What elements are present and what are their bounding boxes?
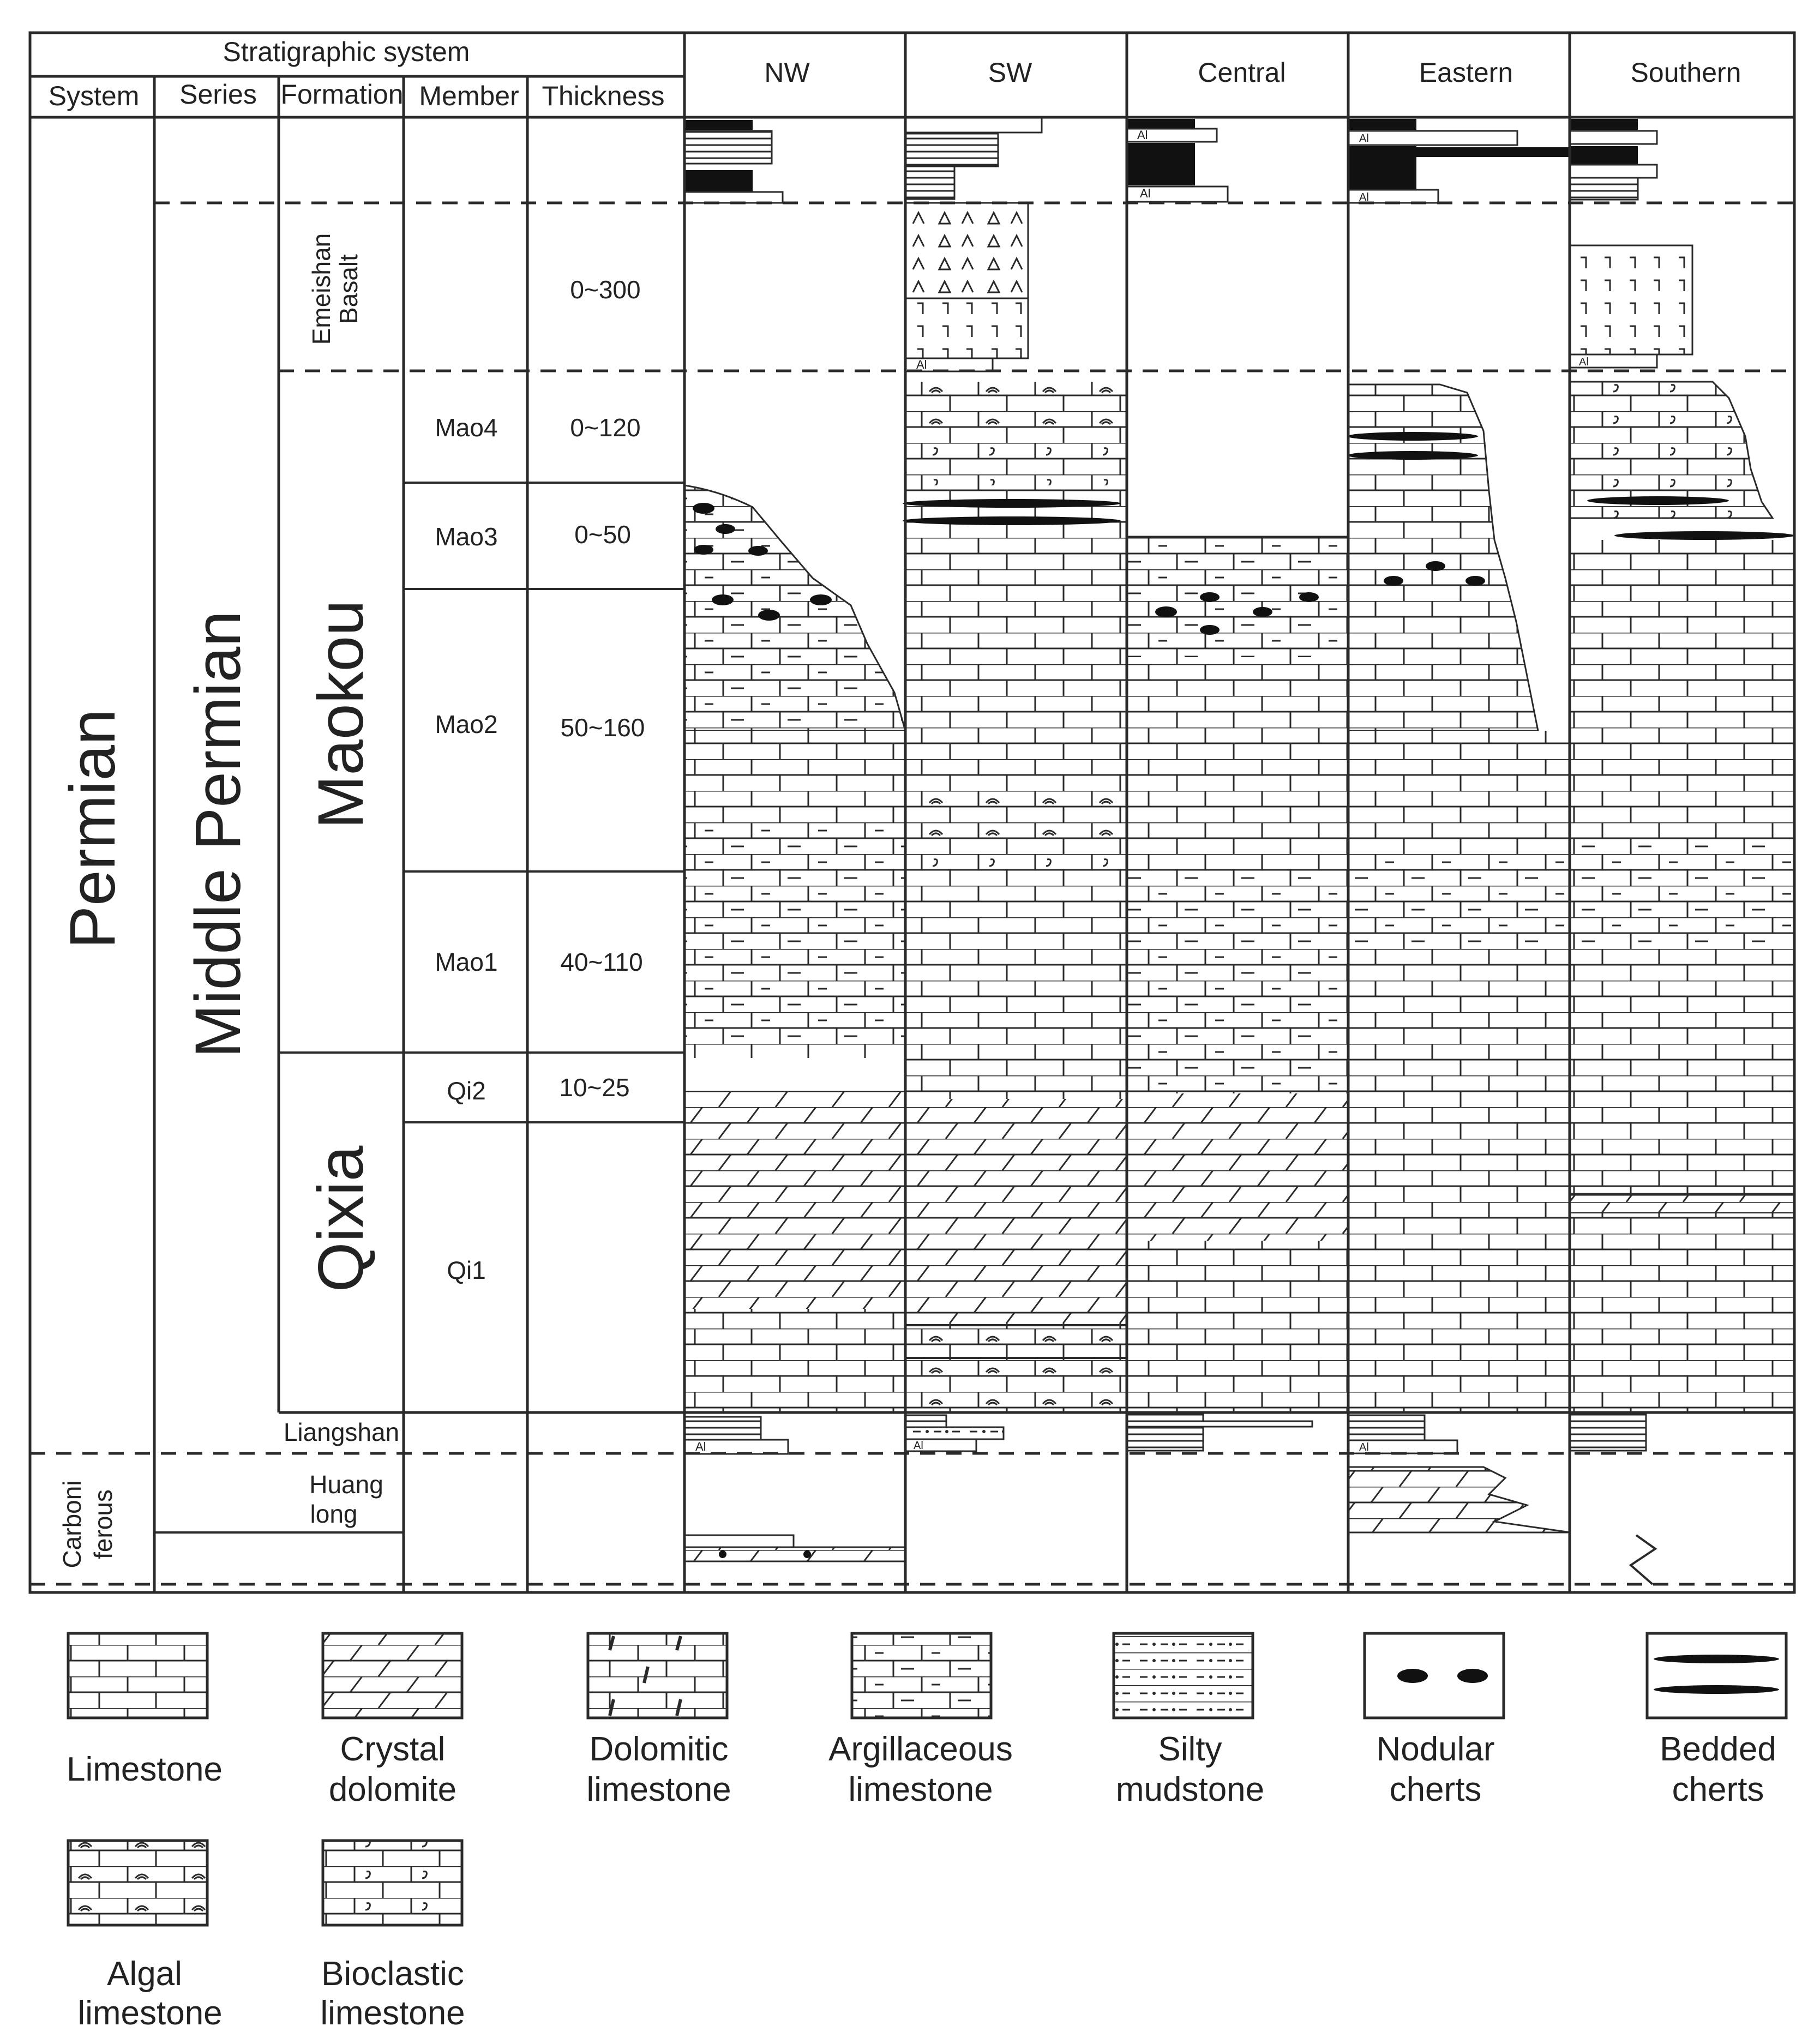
stratigraphy-labels bbox=[57, 233, 645, 1568]
header-member: Member bbox=[419, 81, 519, 111]
header-thickness: Thickness bbox=[542, 81, 665, 111]
al-label-eastern-base: Al bbox=[1359, 1441, 1369, 1453]
legend-argillaceous-limestone-line2: limestone bbox=[848, 1771, 993, 1808]
formation-emeishan-label-1: Emeishan bbox=[307, 233, 335, 345]
legend-item-silty-mudstone bbox=[1114, 1633, 1264, 1808]
member-qi2-label: Qi2 bbox=[447, 1077, 486, 1105]
column-eastern bbox=[1347, 119, 1571, 1532]
region-eastern-header: Eastern bbox=[1419, 57, 1513, 88]
legend-crystal-dolomite-line1: Crystal bbox=[340, 1730, 446, 1768]
region-nw-header: NW bbox=[764, 57, 810, 88]
thickness-mao1: 40~110 bbox=[560, 948, 643, 976]
legend-item-algal-limestone bbox=[68, 1841, 223, 2032]
legend-item-crystal-dolomite bbox=[323, 1633, 462, 1808]
formation-huanglong-label-2: long bbox=[310, 1500, 358, 1528]
al-label-central: Al bbox=[1140, 187, 1151, 200]
legend-silty-mudstone-line2: mudstone bbox=[1115, 1771, 1265, 1808]
al-label-nw: Al bbox=[695, 1440, 706, 1453]
legend-bioclastic-limestone-line2: limestone bbox=[320, 1994, 465, 2032]
system-permian-label: Permian bbox=[57, 709, 129, 949]
legend-algal-limestone-line1: Algal bbox=[107, 1955, 182, 1993]
region-central-header: Central bbox=[1198, 57, 1286, 88]
formation-emeishan-label-2: Basalt bbox=[334, 254, 363, 324]
legend bbox=[67, 1633, 1786, 2032]
legend-limestone-label: Limestone bbox=[66, 1751, 223, 1788]
lithology-columns bbox=[684, 117, 1794, 1584]
legend-item-limestone bbox=[67, 1633, 223, 1788]
system-carboniferous-label-2: ferous bbox=[89, 1489, 117, 1559]
legend-item-bedded-cherts bbox=[1647, 1633, 1786, 1808]
member-mao4-label: Mao4 bbox=[435, 413, 498, 442]
legend-dolomitic-limestone-line1: Dolomitic bbox=[589, 1730, 729, 1768]
legend-bioclastic-limestone-line1: Bioclastic bbox=[321, 1955, 464, 1993]
region-southern-header: Southern bbox=[1630, 57, 1741, 88]
legend-item-argillaceous-limestone bbox=[828, 1633, 1013, 1808]
al-label-sw: Al bbox=[914, 1440, 923, 1452]
al-label-central-top: Al bbox=[1137, 128, 1148, 142]
legend-dolomitic-limestone-line2: limestone bbox=[586, 1771, 731, 1808]
series-middle-permian-label: Middle Permian bbox=[182, 611, 254, 1058]
region-sw-header: SW bbox=[988, 57, 1032, 88]
legend-item-dolomitic-limestone bbox=[586, 1633, 731, 1808]
al-label-eastern: Al bbox=[1359, 191, 1369, 203]
legend-bedded-cherts-line2: cherts bbox=[1672, 1771, 1764, 1808]
al-label-sw-basalt: Al bbox=[916, 358, 927, 371]
member-mao2-label: Mao2 bbox=[435, 710, 498, 738]
legend-bedded-cherts-line1: Bedded bbox=[1660, 1730, 1776, 1768]
legend-nodular-cherts-line1: Nodular bbox=[1376, 1730, 1495, 1768]
header-series: Series bbox=[179, 79, 257, 110]
thickness-qi2: 10~25 bbox=[559, 1073, 630, 1102]
legend-nodular-cherts-line2: cherts bbox=[1389, 1771, 1482, 1808]
header-formation: Formation bbox=[280, 79, 404, 110]
column-sw bbox=[903, 117, 1127, 1452]
column-southern bbox=[1570, 119, 1794, 1584]
al-label-southern: Al bbox=[1579, 356, 1589, 368]
thickness-emeishan: 0~300 bbox=[570, 275, 641, 304]
stratigraphic-system-title: Stratigraphic system bbox=[223, 37, 470, 67]
formation-liangshan-label: Liangshan bbox=[283, 1418, 400, 1446]
member-mao1-label: Mao1 bbox=[435, 948, 498, 976]
legend-argillaceous-limestone-line1: Argillaceous bbox=[828, 1730, 1013, 1768]
formation-huanglong-label-1: Huang bbox=[309, 1470, 383, 1499]
thickness-mao3: 0~50 bbox=[574, 520, 631, 549]
column-nw bbox=[684, 120, 905, 1561]
column-central bbox=[1127, 119, 1348, 1451]
legend-silty-mudstone-line1: Silty bbox=[1158, 1730, 1222, 1768]
formation-maokou-label: Maokou bbox=[305, 600, 377, 829]
thickness-mao2: 50~160 bbox=[560, 713, 645, 742]
thickness-mao4: 0~120 bbox=[570, 413, 641, 442]
legend-crystal-dolomite-line2: dolomite bbox=[328, 1771, 457, 1808]
formation-qixia-label: Qixia bbox=[305, 1145, 377, 1292]
member-qi1-label: Qi1 bbox=[447, 1256, 486, 1284]
table-header bbox=[49, 37, 1741, 111]
header-system: System bbox=[48, 81, 140, 111]
system-carboniferous-label-1: Carboni bbox=[58, 1480, 86, 1568]
al-label-eastern-top: Al bbox=[1359, 133, 1369, 145]
member-mao3-label: Mao3 bbox=[435, 522, 498, 551]
legend-item-nodular-cherts bbox=[1365, 1633, 1504, 1808]
legend-algal-limestone-line2: limestone bbox=[77, 1994, 223, 2032]
legend-item-bioclastic-limestone bbox=[320, 1841, 465, 2032]
